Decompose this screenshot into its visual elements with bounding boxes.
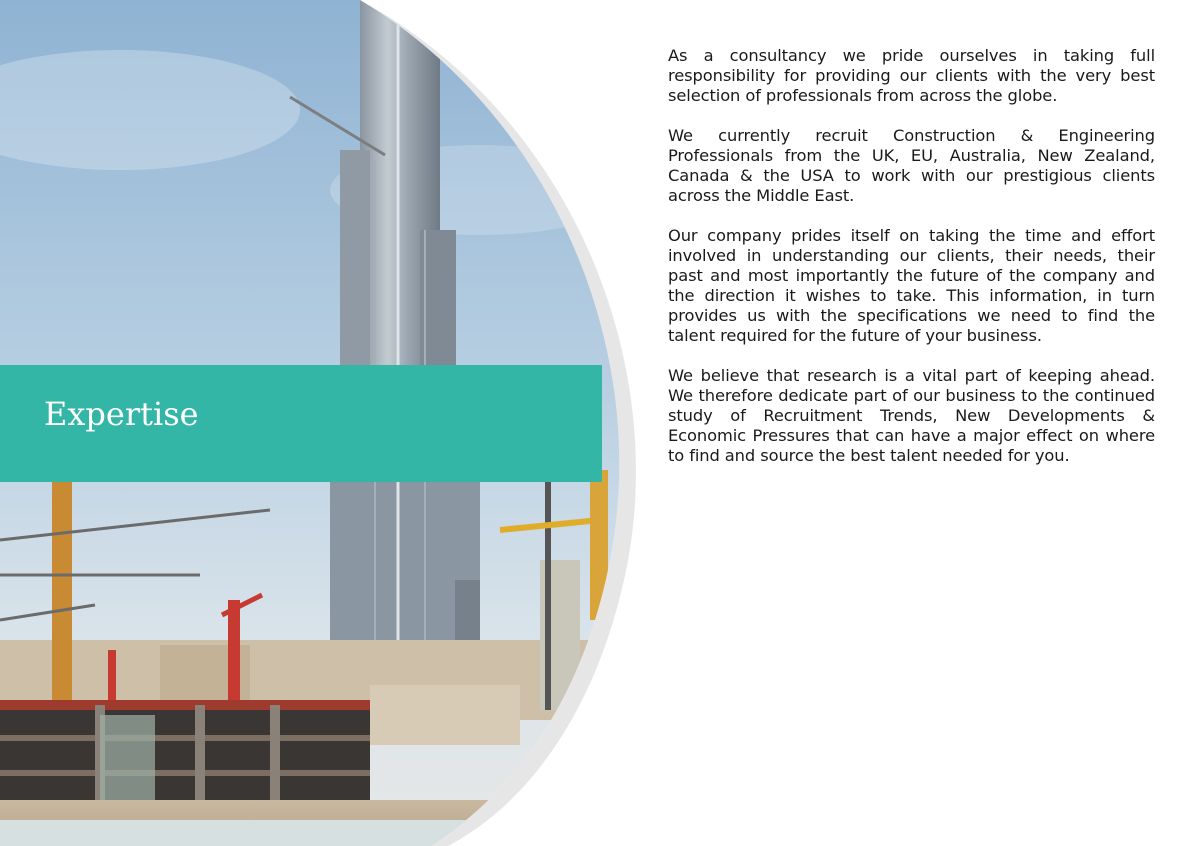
body-copy <box>668 46 1155 486</box>
paragraph-company: Our company prides itself on taking the time and effort involved in understanding our clients, their needs, their past and most importantly the future of the company and the direction it wishes to take. This information, in turn provides us with the specifications we need to find the talent required for the future of your business. <box>668 226 1155 345</box>
section-title: Expertise <box>44 395 199 433</box>
paragraph-research: We believe that research is a vital part of keeping ahead. We therefore dedicate part of our business to the continued study of Recruitment Trends, New Developments & Economic Pressures that can have a major effect on where to find and source the best talent needed for you. <box>668 366 1155 465</box>
construction-building <box>0 700 370 810</box>
paragraph-recruit: We currently recruit Construction & Engineering Professionals from the UK, EU, Australia, New Zealand, Canada & the USA to work with our prestigious clients across the Middle East. <box>668 126 1155 205</box>
paragraph-consultancy: As a consultancy we pride ourselves in taking full responsibility for providing our clients with the very best selection of professionals from across the globe. <box>668 46 1155 105</box>
